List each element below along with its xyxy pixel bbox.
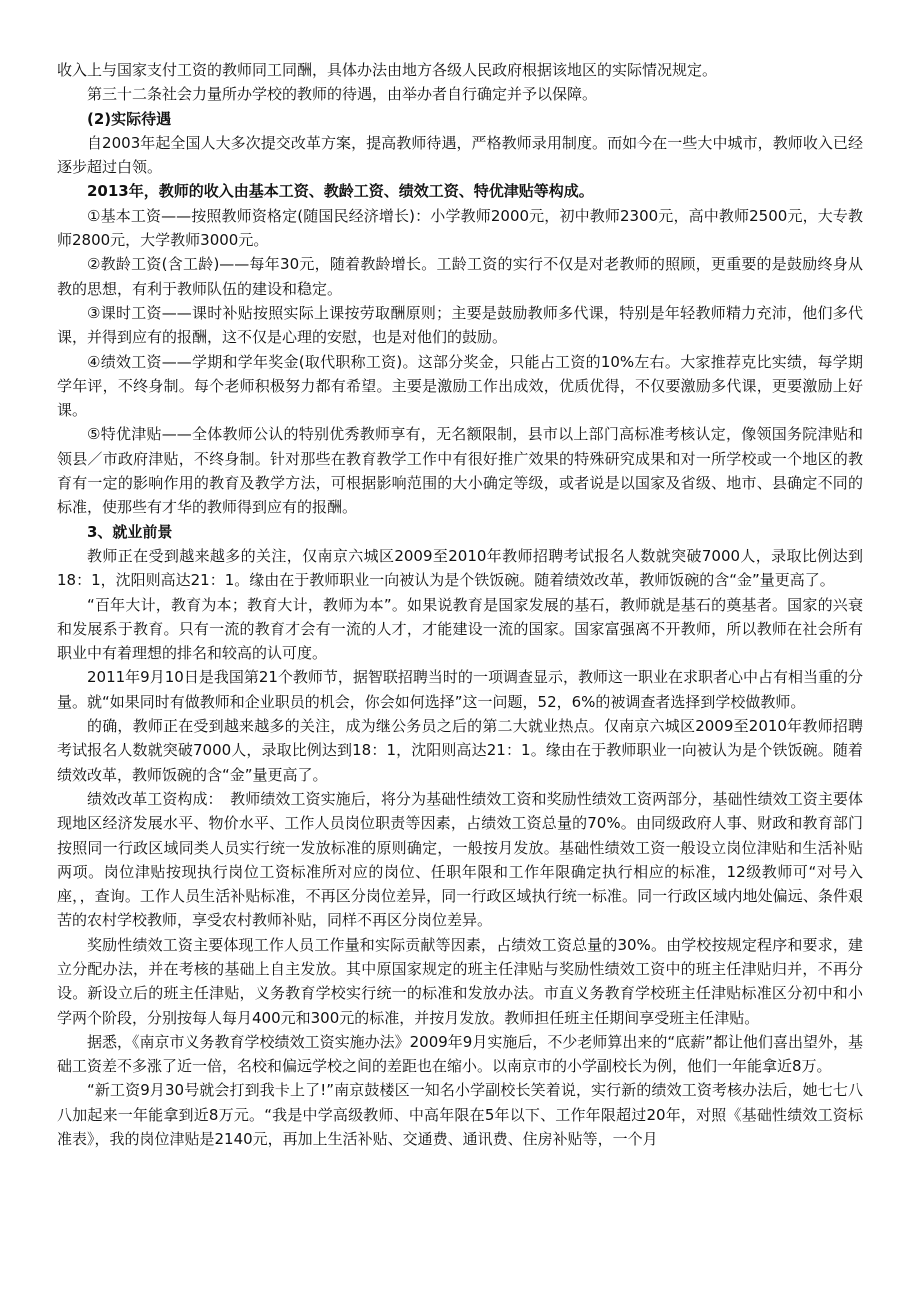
list-item: ③课时工资——课时补贴按照实际上课按劳取酬原则；主要是鼓励教师多代课，特别是年轻教师精力充沛，他们多代课，并得到应有的报酬，这不仅是心理的安慰，也是对他们的鼓励。 bbox=[57, 303, 863, 347]
body-paragraph: 2011年9月10日是我国第21个教师节，据智联招聘当时的一项调查显示，教师这一职业在求职者心中占有相当重的分量。就“如果同时有做教师和企业职员的机会，你会如何选择”这一问题，52，6%的被调查者选择到学校做教师。 bbox=[57, 668, 863, 711]
list-item: ①基本工资——按照教师资格定(随国民经济增长)：小学教师2000元，初中教师2300元，高中教师2500元，大专教师2800元，大学教师3000元。 bbox=[57, 206, 863, 250]
body-paragraph: 绩效改革工资构成： 教师绩效工资实施后，将分为基础性绩效工资和奖励性绩效工资两部分，基础性绩效工资主要体现地区经济发展水平、物价水平、工作人员岗位职责等因素，占绩效工资总量的70%。由同级政府人事、财政和教育部门按照同一行政区域同类人员实行统一发放标准的原则确定，一般按月发放。基础性绩效工资一般设立岗位津贴和生活补贴两项。岗位津贴按现执行岗位工资标准所对应的岗位、任职年限和工作年限确定执行相应的标准，12级教师可“对号入座，，查询。工作人员生活补贴标准，不再区分岗位差异，同一行政区域执行统一标准。同一行政区域内地处偏远、条件艰苦的农村学校教师，享受农村教师补贴，同样不再区分岗位差异。 bbox=[57, 789, 863, 930]
section-heading: (2)实际待遇 bbox=[87, 109, 172, 128]
body-paragraph: 自2003年起全国人大多次提交改革方案，提高教师待遇，严格教师录用制度。而如今在一些大中城市，教师收入已经逐步超过白领。 bbox=[57, 133, 863, 177]
body-paragraph: “百年大计，教育为本；教育大计，教师为本”。如果说教育是国家发展的基石，教师就是基石的奠基者。国家的兴衰和发展系于教育。只有一流的教育才会有一流的人才，才能建设一流的国家。国家富强离不开教师，所以教师在社会所有职业中有着理想的排名和较高的认可度。 bbox=[57, 595, 863, 663]
body-paragraph: 奖励性绩效工资主要体现工作人员工作量和实际贡献等因素，占绩效工资总量的30%。由学校按规定程序和要求，建立分配办法，并在考核的基础上自主发放。其中原国家规定的班主任津贴与奖励性绩效工资中的班主任津贴归并，不再分设。新设立后的班主任津贴，义务教育学校实行统一的标准和发放办法。市直义务教育学校班主任津贴标准区分初中和小学两个阶段，分别按每人每月400元和300元的标准，并按月发放。教师担任班主任期间享受班主任津贴。 bbox=[57, 935, 863, 1027]
body-paragraph: 据悉，《南京市义务教育学校绩效工资实施办法》2009年9月实施后，不少老师算出来的“底薪”都让他们喜出望外，基础工资差不多涨了近一倍，名校和偏远学校之间的差距也在缩小。以南京市的小学副校长为例，他们一年能拿近8万。 bbox=[57, 1032, 863, 1076]
body-paragraph: “新工资9月30号就会打到我卡上了!”南京鼓楼区一知名小学副校长笑着说，实行新的绩效工资考核办法后，她七七八八加起来一年能拿到近8万元。“我是中学高级教师、中高年限在5年以下、工作年限超过20年，对照《基础性绩效工资标准表》，我的岗位津贴是2140元，再加上生活补贴、交通费、通讯费、住房补贴等，一个月 bbox=[57, 1081, 863, 1149]
body-paragraph: 教师正在受到越来越多的关注，仅南京六城区2009至2010年教师招聘考试报名人数就突破7000人，录取比例达到18：1，沈阳则高达21：1。缘由在于教师职业一向被认为是个铁饭碗。随着绩效改革，教师饭碗的含“金”量更高了。 bbox=[57, 546, 863, 590]
section-heading: 3、就业前景 bbox=[87, 522, 173, 541]
body-paragraph: 的确，教师正在受到越来越多的关注，成为继公务员之后的第二大就业热点。仅南京六城区2009至2010年教师招聘考试报名人数就突破7000人，录取比例达到18：1，沈阳则高达21：1。缘由在于教师职业一向被认为是个铁饭碗。随着绩效改革，教师饭碗的含“金”量更高了。 bbox=[57, 717, 863, 784]
list-item: ②教龄工资(含工龄)——每年30元，随着教龄增长。工龄工资的实行不仅是对老教师的照顾，更重要的是鼓励终身从教的思想，有利于教师队伍的建设和稳定。 bbox=[57, 255, 863, 298]
body-paragraph: 收入上与国家支付工资的教师同工同酬，具体办法由地方各级人民政府根据该地区的实际情况规定。 bbox=[57, 61, 718, 79]
section-heading: 2013年，教师的收入由基本工资、教龄工资、绩效工资、特优津贴等构成。 bbox=[87, 182, 594, 201]
body-paragraph: 第三十二条社会力量所办学校的教师的待遇，由举办者自行确定并予以保障。 bbox=[87, 85, 598, 104]
list-item: ⑤特优津贴——全体教师公认的特别优秀教师享有，无名额限制，县市以上部门高标准考核认定，像领国务院津贴和领县／市政府津贴，不终身制。针对那些在教育教学工作中有很好推广效果的特殊研究成果和对一所学校或一个地区的教育有一定的影响作用的教育及教学方法，可根据影响范围的大小确定等级，或者说是以国家及省级、地市、县确定不同的标准，使那些有才华的教师得到应有的报酬。 bbox=[57, 425, 863, 517]
list-item: ④绩效工资——学期和学年奖金(取代职称工资)。这部分奖金，只能占工资的10%左右。大家推荐克比实绩，每学期学年评，不终身制。每个老师积极努力都有希望。主要是激励工作出成效，优质优得，不仅要激励多代课，更要激励上好课。 bbox=[57, 352, 863, 420]
